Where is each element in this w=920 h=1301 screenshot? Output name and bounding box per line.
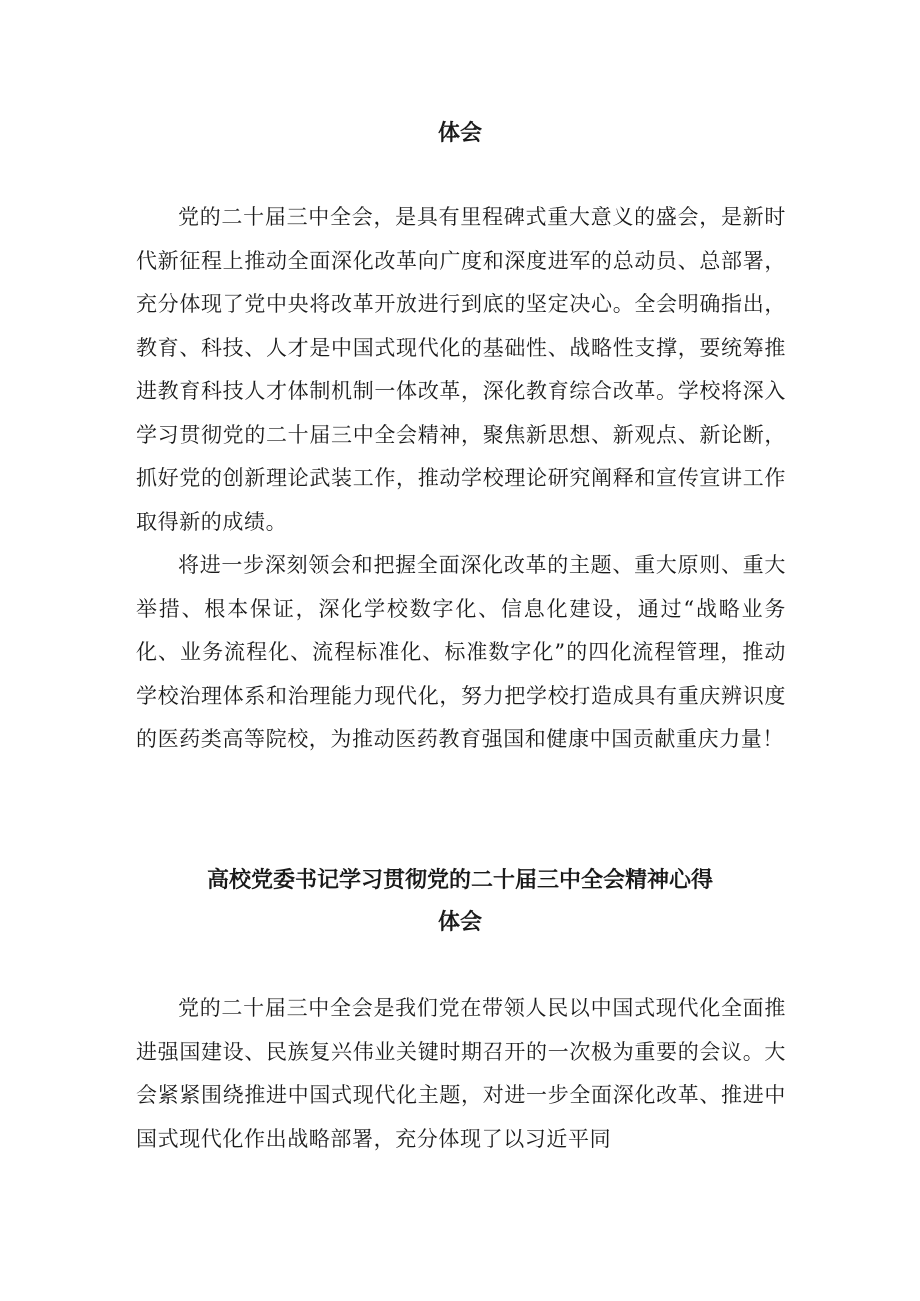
section2-title-line2: 体会 <box>437 910 482 935</box>
section2-paragraph-1: 党的二十届三中全会是我们党在带领人民以中国式现代化全面推进强国建设、民族复兴伟业关键时期召开的一次极为重要的会议。大会紧紧围绕推进中国式现代化主题，对进一步全面深化改革、推进中国式现代化作出战略部署，充分体现了以习近平同 <box>136 996 786 1151</box>
section1-paragraph-2: 将进一步深刻领会和把握全面深化改革的主题、重大原则、重大举措、根本保证，深化学校数字化、信息化建设，通过“战略业务化、业务流程化、流程标准化、标准数字化”的四化流程管理，推动学校治理体系和治理能力现代化，努力把学校打造成具有重庆辨识度的医药类高等院校，为推动医药教育强国和健康中国贡献重庆力量！ <box>136 553 786 751</box>
section1-paragraph-1: 党的二十届三中全会，是具有里程碑式重大意义的盛会，是新时代新征程上推动全面深化改革向广度和深度进军的总动员、总部署，充分体现了党中央将改革开放进行到底的坚定决心。全会明确指出，教育、科技、人才是中国式现代化的基础性、战略性支撑，要统筹推进教育科技人才体制机制一体改革，深化教育综合改革。学校将深入学习贯彻党的二十届三中全会精神，聚焦新思想、新观点、新论断，抓好党的创新理论武装工作，推动学校理论研究阐释和宣传宣讲工作取得新的成绩。 <box>136 205 786 534</box>
section2-body <box>136 987 786 1161</box>
section1-body <box>136 196 786 762</box>
section2-title-line1: 高校党委书记学习贯彻党的二十届三中全会精神心得 <box>206 868 713 893</box>
section1-title <box>0 113 920 155</box>
section2-title <box>0 860 920 944</box>
section1-title-tail: 体会 <box>437 121 482 146</box>
